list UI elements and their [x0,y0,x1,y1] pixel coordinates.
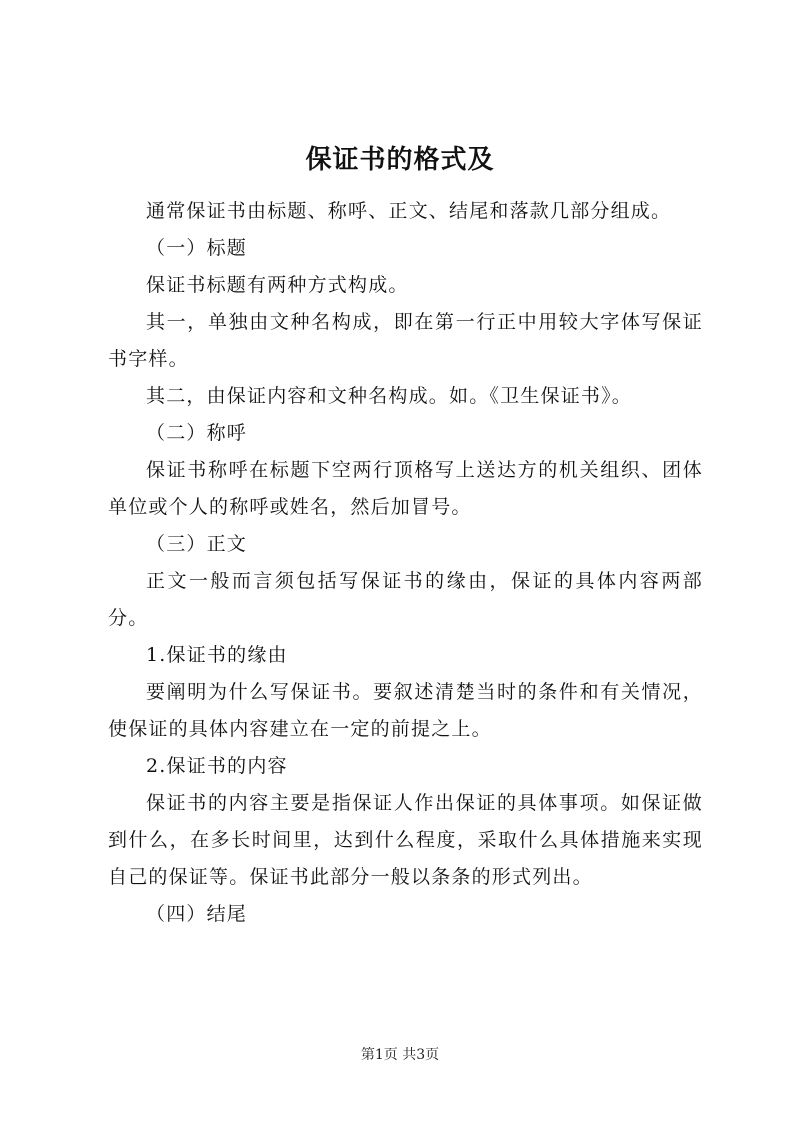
document-title: 保证书的格式及 [305,145,495,175]
paragraph-intro: 通常保证书由标题、称呼、正文、结尾和落款几部分组成。 [146,200,672,222]
section-heading-ending: （四）结尾 [146,903,248,925]
section-heading-body: （三）正文 [146,533,248,555]
paragraph: 其一，单独由文种名构成，即在第一行正中用较大字体写保证书字样。 [108,311,703,370]
page-footer: 第1页 共3页 [360,1047,440,1063]
subsection-heading-reason: 1.保证书的缘由 [146,644,288,666]
paragraph: 保证书的内容主要是指保证人作出保证的具体事项。如保证做到什么，在多长时间里，达到什么程度，采取什么具体措施来实现自己的保证等。保证书此部分一般以条条的形式列出。 [108,792,703,888]
paragraph: 保证书标题有两种方式构成。 [146,274,409,296]
paragraph: 其二，由保证内容和文种名构成。如。《卫生保证书》。 [146,385,633,407]
section-heading-salutation: （二）称呼 [146,422,248,444]
paragraph: 要阐明为什么写保证书。要叙述清楚当时的条件和有关情况，使保证的具体内容建立在一定的前提之上。 [108,681,703,740]
section-heading-title: （一）标题 [146,237,248,259]
paragraph: 正文一般而言须包括写保证书的缘由，保证的具体内容两部分。 [108,570,703,629]
document-body [108,193,703,933]
paragraph: 保证书称呼在标题下空两行顶格写上送达方的机关组织、团体单位或个人的称呼或姓名，然后加冒号。 [108,459,703,518]
subsection-heading-content: 2.保证书的内容 [146,755,288,777]
